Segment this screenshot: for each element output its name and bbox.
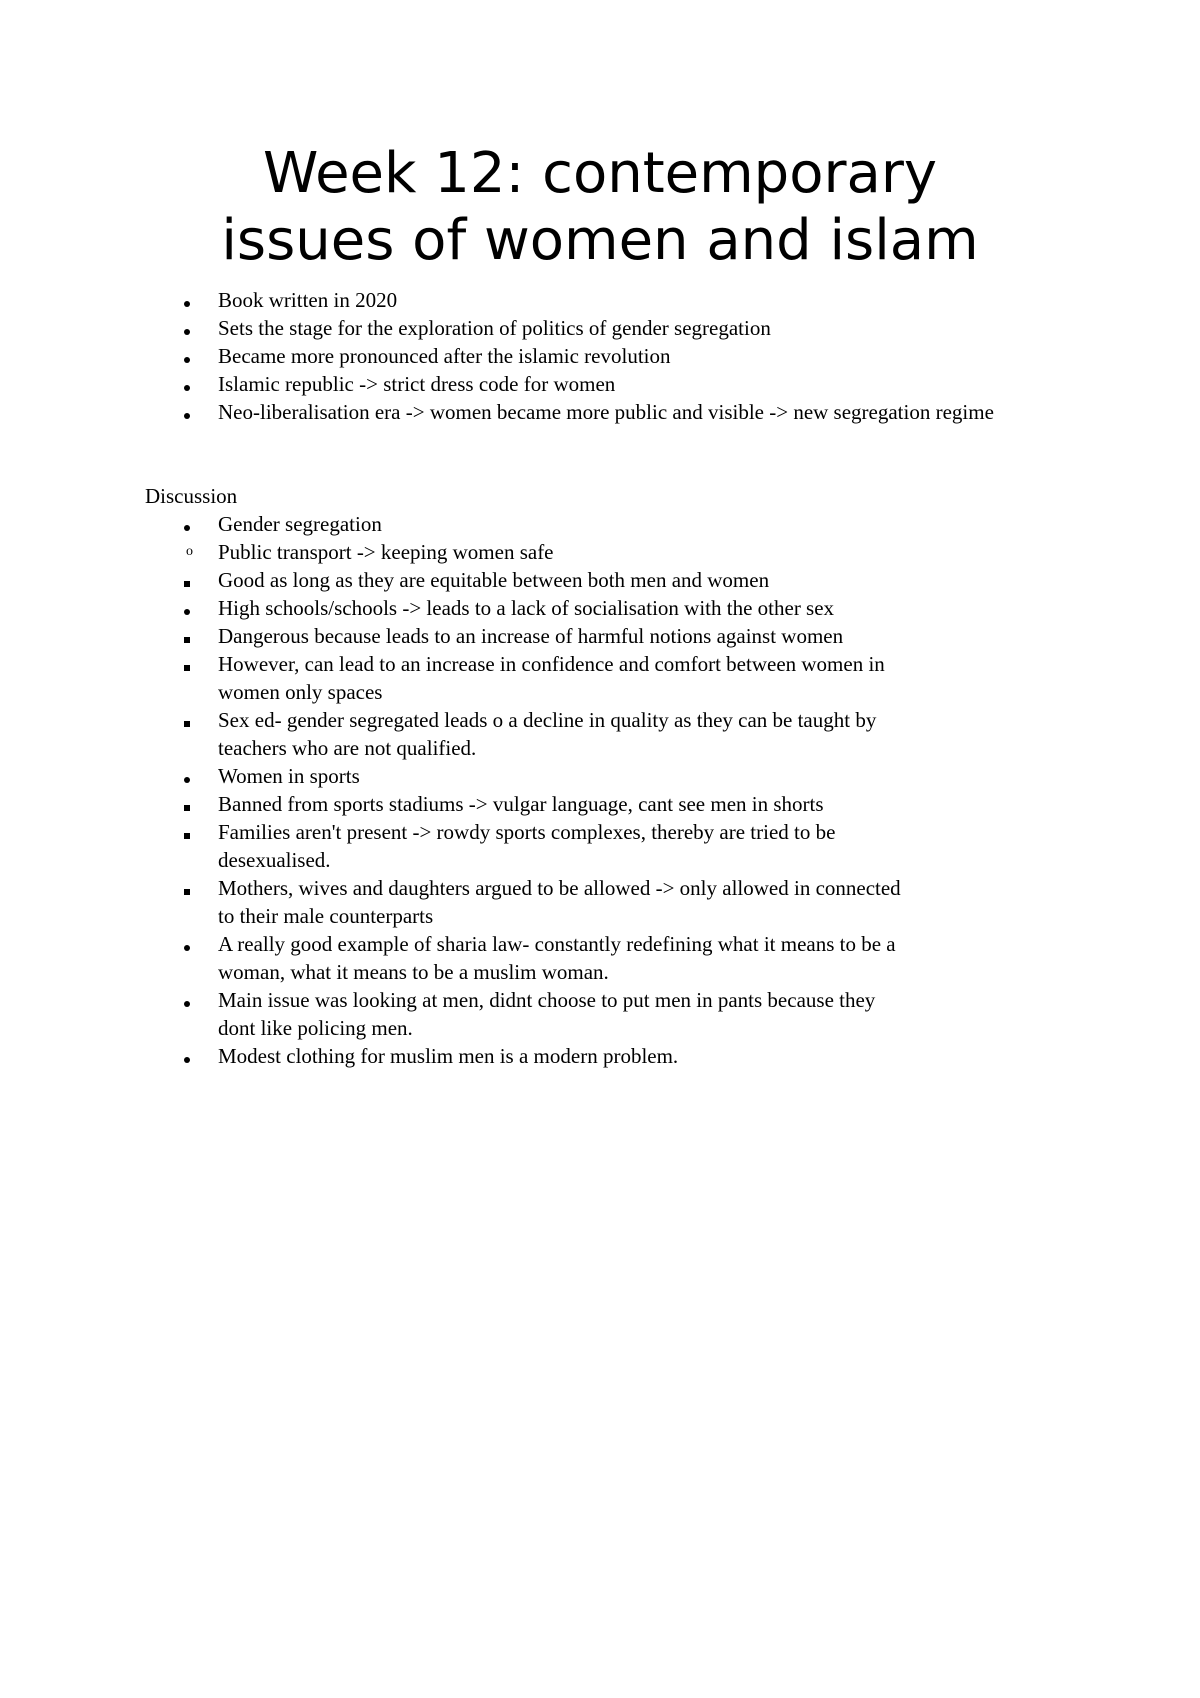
list-item: A really good example of sharia law- constantly redefining what it means to be a woman, what it means to be a muslim woman. — [218, 930, 912, 986]
list-item: Became more pronounced after the islamic revolution — [218, 342, 1058, 370]
title-line-1: Week 12: contemporary — [263, 141, 937, 206]
point-list — [218, 566, 912, 1070]
page-title — [0, 140, 1200, 274]
list-item: High schools/schools -> leads to a lack of socialisation with the other sex — [218, 594, 912, 622]
list-item: Banned from sports stadiums -> vulgar language, cant see men in shorts — [218, 790, 912, 818]
list-item: Sex ed- gender segregated leads o a decline in quality as they can be taught by teachers who are not qualified. — [218, 706, 912, 762]
list-item: Good as long as they are equitable between both men and women — [218, 566, 912, 594]
list-item: Modest clothing for muslim men is a modern problem. — [218, 1042, 912, 1070]
list-item: Main issue was looking at men, didnt choose to put men in pants because they dont like policing men. — [218, 986, 912, 1042]
bullet-icon — [184, 314, 190, 342]
intro-bullet-list — [218, 286, 1058, 426]
list-item: However, can lead to an increase in confidence and comfort between women in women only spaces — [218, 650, 912, 706]
bullet-icon — [184, 342, 190, 370]
discussion-list — [186, 510, 1058, 1070]
bullet-icon — [184, 510, 190, 538]
list-item: Book written in 2020 — [218, 286, 1058, 314]
list-item-topic — [186, 510, 1058, 1070]
square-bullet-icon — [184, 706, 190, 734]
discussion-heading: Discussion — [145, 484, 238, 508]
square-bullet-icon — [184, 566, 190, 594]
square-bullet-icon — [184, 790, 190, 818]
topic-label: Gender segregation — [218, 512, 382, 536]
list-item: Women in sports — [218, 762, 912, 790]
bullet-icon — [184, 286, 190, 314]
square-bullet-icon — [184, 650, 190, 678]
square-bullet-icon — [184, 818, 190, 846]
sub-list — [186, 538, 985, 1070]
circle-bullet-icon: o — [186, 544, 193, 559]
list-item: Islamic republic -> strict dress code for women — [218, 370, 1058, 398]
list-item: Neo-liberalisation era -> women became more public and visible -> new segregation regime — [218, 398, 1058, 426]
bullet-icon — [184, 594, 190, 622]
subtopic-label: Public transport -> keeping women safe — [218, 540, 554, 564]
title-line-2: issues of women and islam — [221, 208, 979, 273]
bullet-icon — [184, 930, 190, 958]
list-item: Families aren't present -> rowdy sports complexes, thereby are tried to be desexualised. — [218, 818, 912, 874]
list-item-subtopic — [186, 538, 985, 1070]
bullet-icon — [184, 370, 190, 398]
bullet-icon — [184, 986, 190, 1014]
bullet-icon — [184, 1042, 190, 1070]
bullet-icon — [184, 762, 190, 790]
list-item: Dangerous because leads to an increase of harmful notions against women — [218, 622, 912, 650]
bullet-icon — [184, 398, 190, 426]
square-bullet-icon — [184, 874, 190, 902]
square-bullet-icon — [184, 622, 190, 650]
list-item: Mothers, wives and daughters argued to be allowed -> only allowed in connected to their male counterparts — [218, 874, 912, 930]
list-item: Sets the stage for the exploration of politics of gender segregation — [218, 314, 1058, 342]
